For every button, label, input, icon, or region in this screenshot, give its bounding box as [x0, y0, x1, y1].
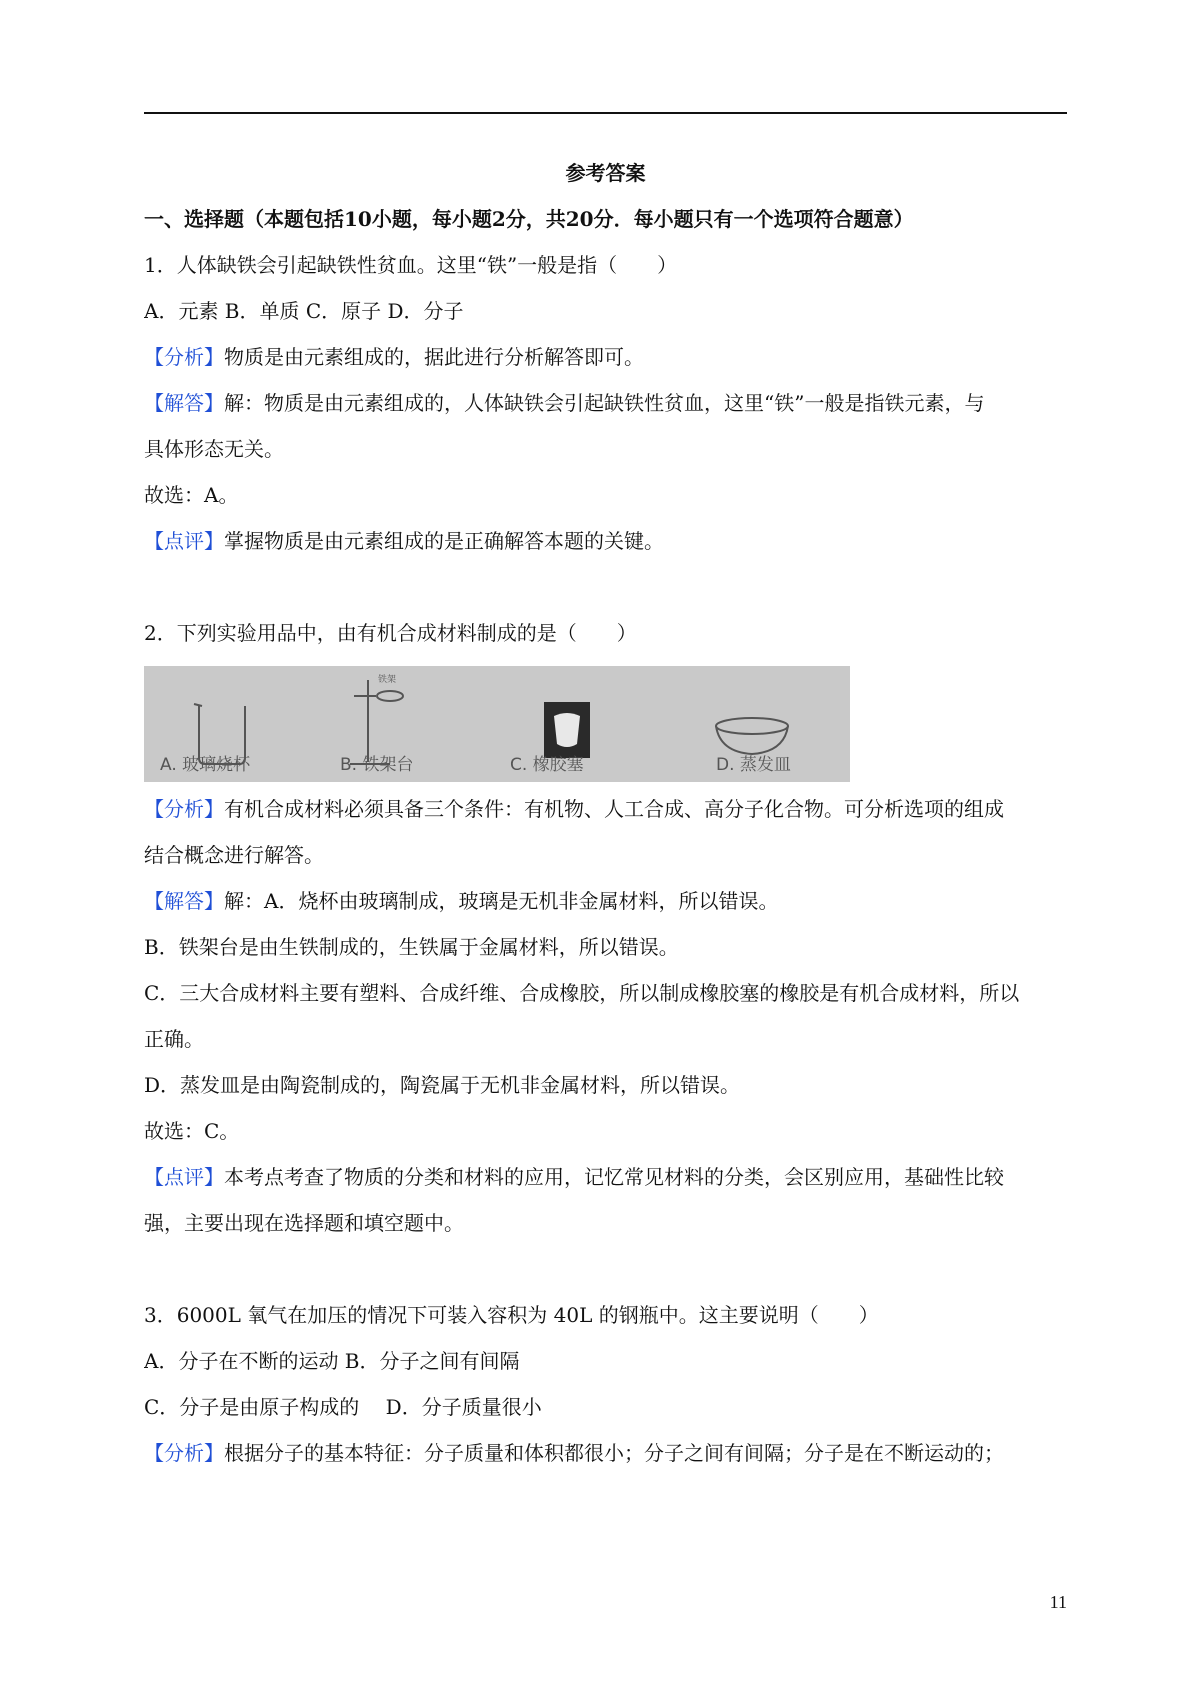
- question-2-answer-c-cont: 正确。: [144, 1027, 204, 1051]
- analysis-text: 根据分子的基本特征：分子质量和体积都很小；分子之间有间隔；分子是在不断运动的；: [224, 1441, 1004, 1465]
- comment-tag: 【点评】: [144, 1165, 224, 1189]
- figure-label-b: B. 铁架台: [340, 755, 414, 775]
- question-2-analysis: [144, 786, 1067, 832]
- evaporating-dish-icon: [716, 718, 788, 754]
- question-3-options-1: A．分子在不断的运动 B．分子之间有间隔: [144, 1349, 520, 1373]
- header-rule: [144, 112, 1067, 114]
- question-2-answer: [144, 878, 1067, 924]
- comment-tag: 【点评】: [144, 529, 224, 553]
- question-3-stem: 3．6000L 氧气在加压的情况下可装入容积为 40L 的钢瓶中。这主要说明（ ）: [144, 1303, 879, 1327]
- figure-label-a: A. 玻璃烧杯: [160, 755, 251, 775]
- stand-label: 铁架: [378, 675, 397, 685]
- iron-stand-icon: [350, 673, 403, 764]
- question-2-comment: [144, 1154, 1067, 1200]
- analysis-tag: 【分析】: [144, 1441, 224, 1465]
- spacer: [144, 564, 1067, 610]
- page-number: 11: [1049, 1592, 1067, 1612]
- question-1-answer: [144, 380, 1067, 426]
- comment-text: 掌握物质是由元素组成的是正确解答本题的关键。: [224, 529, 664, 553]
- figure-label-d: D. 蒸发皿: [716, 755, 791, 775]
- answer-tag: 【解答】: [144, 391, 224, 415]
- analysis-tag: 【分析】: [144, 345, 224, 369]
- spacer: [144, 1246, 1067, 1292]
- rubber-stopper-icon: [544, 702, 590, 758]
- question-2-choice: 故选：C。: [144, 1119, 240, 1143]
- question-3-analysis: [144, 1430, 1067, 1476]
- question-2-comment-cont: 强，主要出现在选择题和填空题中。: [144, 1211, 464, 1235]
- question-2-answer-c: C．三大合成材料主要有塑料、合成纤维、合成橡胶，所以制成橡胶塞的橡胶是有机合成材料，所以: [144, 981, 1020, 1005]
- question-2-analysis-cont: 结合概念进行解答。: [144, 843, 324, 867]
- comment-text: 本考点考查了物质的分类和材料的应用，记忆常见材料的分类，会区别应用，基础性比较: [224, 1165, 1004, 1189]
- question-1-stem: 1．人体缺铁会引起缺铁性贫血。这里“铁”一般是指（ ）: [144, 253, 678, 277]
- page-title: 参考答案: [565, 161, 646, 185]
- question-1-comment: [144, 518, 1067, 564]
- answer-text: 解：物质是由元素组成的，人体缺铁会引起缺铁性贫血，这里“铁”一般是指铁元素，与: [224, 391, 985, 415]
- analysis-tag: 【分析】: [144, 797, 224, 821]
- question-1-analysis: [144, 334, 1067, 380]
- question-2-figure: [144, 666, 850, 782]
- question-2-answer-d: D．蒸发皿是由陶瓷制成的，陶瓷属于无机非金属材料，所以错误。: [144, 1073, 741, 1097]
- figure-label-c: C. 橡胶塞: [510, 755, 584, 775]
- question-1-choice: 故选：A。: [144, 483, 239, 507]
- question-2-answer-b: B．铁架台是由生铁制成的，生铁属于金属材料，所以错误。: [144, 935, 679, 959]
- question-2-stem: 2．下列实验用品中，由有机合成材料制成的是（ ）: [144, 621, 637, 645]
- question-1-answer-cont: 具体形态无关。: [144, 437, 284, 461]
- analysis-text: 有机合成材料必须具备三个条件：有机物、人工合成、高分子化合物。可分析选项的组成: [224, 797, 1004, 821]
- question-1-options: A．元素 B．单质 C．原子 D．分子: [144, 299, 464, 323]
- section-heading: 一、选择题（本题包括10小题，每小题2分，共20分．每小题只有一个选项符合题意）: [144, 207, 914, 231]
- question-3-options-2: C．分子是由原子构成的 D．分子质量很小: [144, 1395, 542, 1419]
- answer-text: 解：A．烧杯由玻璃制成，玻璃是无机非金属材料，所以错误。: [224, 889, 779, 913]
- lab-equipment-figure: [144, 666, 850, 782]
- page-content: [144, 150, 1067, 1476]
- answer-tag: 【解答】: [144, 889, 224, 913]
- analysis-text: 物质是由元素组成的，据此进行分析解答即可。: [224, 345, 644, 369]
